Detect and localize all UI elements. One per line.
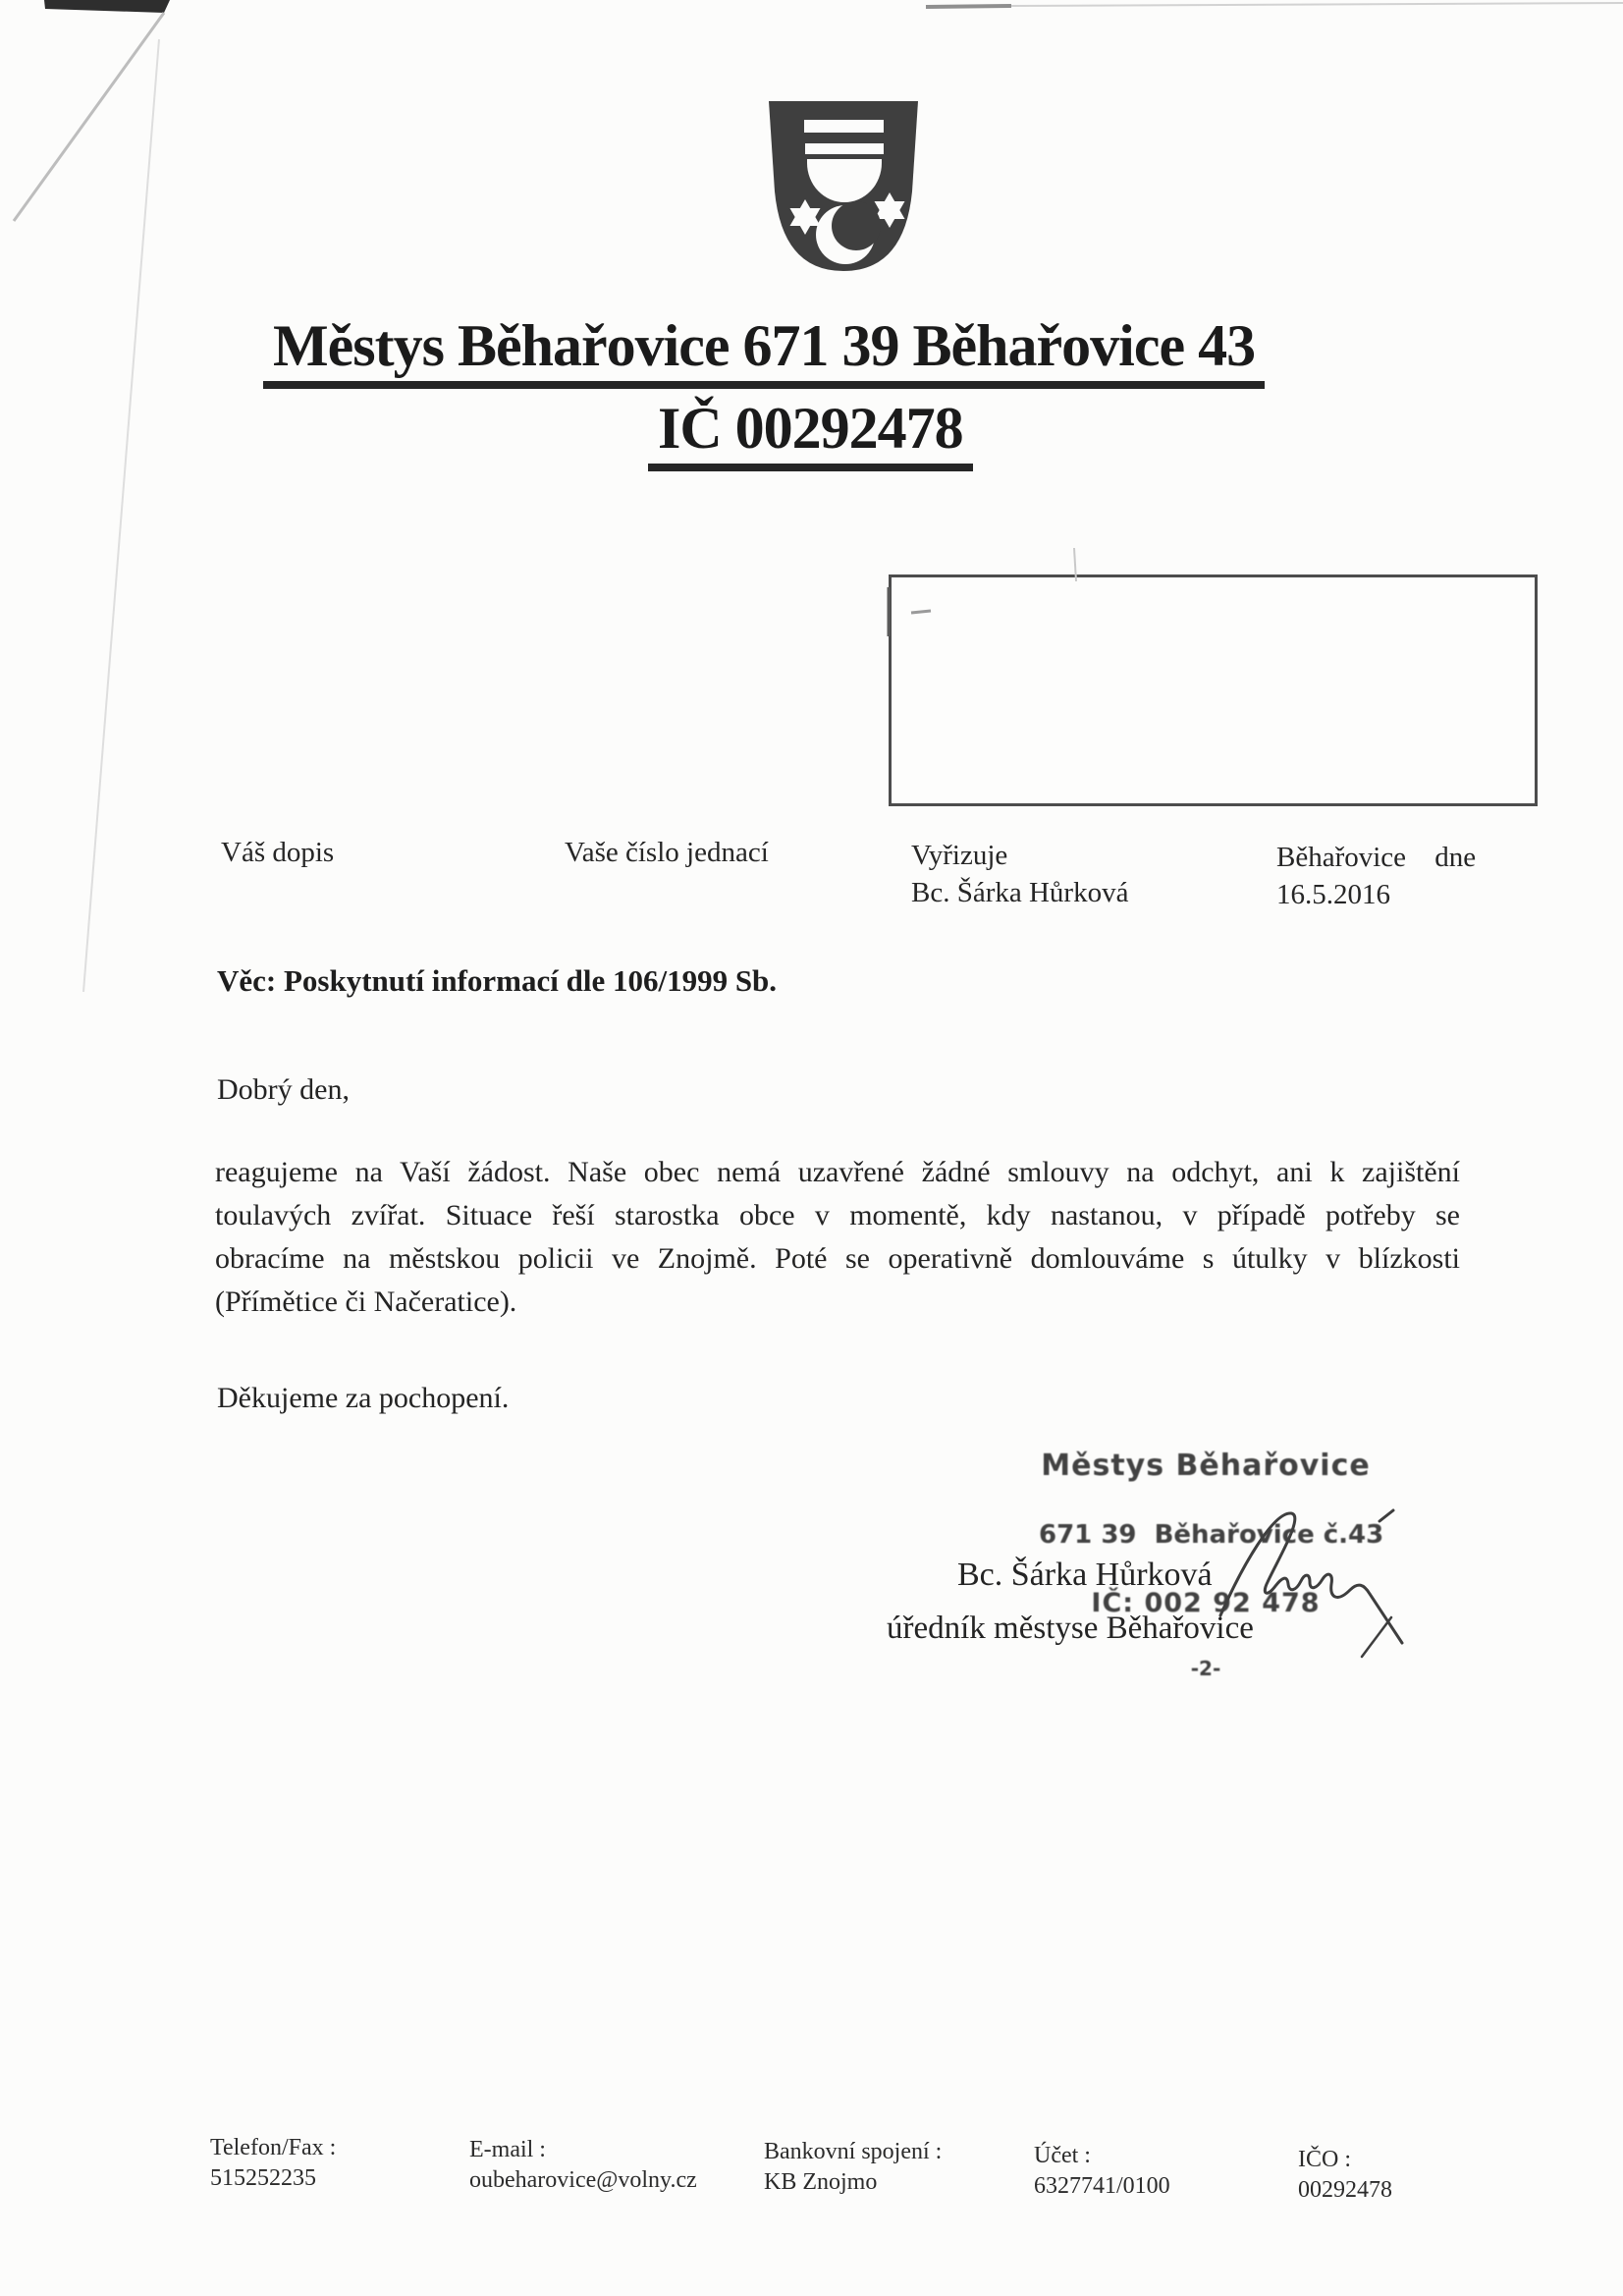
your-number-label: Vaše číslo jednací — [565, 837, 769, 868]
footer-label: IČO : — [1298, 2147, 1351, 2172]
stamp-line-2: 671 39 Běhařovice č.43 — [1039, 1520, 1384, 1550]
signature-stroke-tail — [1362, 1617, 1391, 1657]
fold-edge-line — [14, 13, 164, 221]
footer-label: E-mail : — [469, 2137, 546, 2162]
box-inner-dash — [911, 611, 931, 613]
coat-of-arms-icon — [759, 98, 928, 277]
footer-value: KB Znojmo — [764, 2169, 878, 2195]
your-letter-label: Váš dopis — [221, 837, 335, 868]
place-date-label: Běhařovice dne — [1276, 842, 1477, 873]
fold-shadow-shape — [44, 0, 170, 13]
footer-col-bank — [764, 2137, 942, 2198]
handled-by-label: Vyřizuje — [911, 840, 1008, 871]
chalice-bar-1 — [804, 120, 884, 133]
footer-value: 6327741/0100 — [1034, 2173, 1170, 2199]
body-line: reagujeme na Vaší žádost. Naše obec nemá uzavřené žádné smlouvy na odchyt, ani k zajištění — [215, 1156, 1460, 1188]
scan-artifact-top-line — [815, 0, 1623, 20]
stamp-line-4: -2- — [1190, 1657, 1221, 1680]
body-line: (Přímětice či Načeratice). — [215, 1285, 517, 1318]
footer-col-phone — [210, 2133, 336, 2194]
footer-label: Telefon/Fax : — [210, 2135, 337, 2160]
letterhead-title: Městys Běhařovice 671 39 Běhařovice 43 — [263, 316, 1265, 389]
footer-value: 515252235 — [210, 2165, 316, 2191]
closing-line: Děkujeme za pochopení. — [217, 1382, 510, 1414]
box-top-scratch — [1074, 548, 1076, 581]
body-line: obracíme na městskou policii ve Znojmě. Poté se operativně domlouváme s útulky v blízkosti — [215, 1242, 1460, 1275]
letterhead-ic: IČ 00292478 — [648, 399, 973, 471]
stamp-line-1: Městys Běhařovice — [1041, 1449, 1371, 1483]
footer-label: Účet : — [1034, 2143, 1091, 2168]
chalice-bar-2 — [805, 143, 884, 154]
footer-col-account — [1034, 2141, 1170, 2202]
footer-value: 00292478 — [1298, 2177, 1392, 2203]
subject-line: Věc: Poskytnutí informací dle 106/1999 Sb. — [217, 963, 778, 998]
scan-artifact-box-marks — [882, 540, 1098, 658]
footer-value: oubeharovice@volny.cz — [469, 2167, 697, 2193]
footer-col-ico — [1298, 2145, 1392, 2206]
body-line: toulavých zvířat. Situace řeší starostka obce v momentě, kdy nastanou, v případě potřeby se — [215, 1199, 1460, 1231]
date-value: 16.5.2016 — [1276, 879, 1390, 910]
footer-label: Bankovní spojení : — [764, 2139, 943, 2164]
scan-artifact-corner-fold — [0, 0, 255, 1031]
signatory-role: úředník městyse Běhařovice — [887, 1611, 1254, 1646]
signatory-name: Bc. Šárka Hůrková — [957, 1557, 1213, 1593]
footer-col-email — [469, 2135, 697, 2196]
stamp-line-3: IČ: 002 92 478 — [1091, 1588, 1321, 1618]
handled-by-name: Bc. Šárka Hůrková — [911, 877, 1129, 908]
top-dark-dash — [926, 6, 1011, 7]
greeting: Dobrý den, — [217, 1073, 350, 1106]
signature-stroke-dash — [1380, 1510, 1393, 1521]
fold-crease-line — [83, 39, 159, 992]
body-paragraph — [215, 1151, 1460, 1324]
top-faint-line — [1011, 3, 1623, 6]
crescent-cutout — [832, 201, 881, 250]
